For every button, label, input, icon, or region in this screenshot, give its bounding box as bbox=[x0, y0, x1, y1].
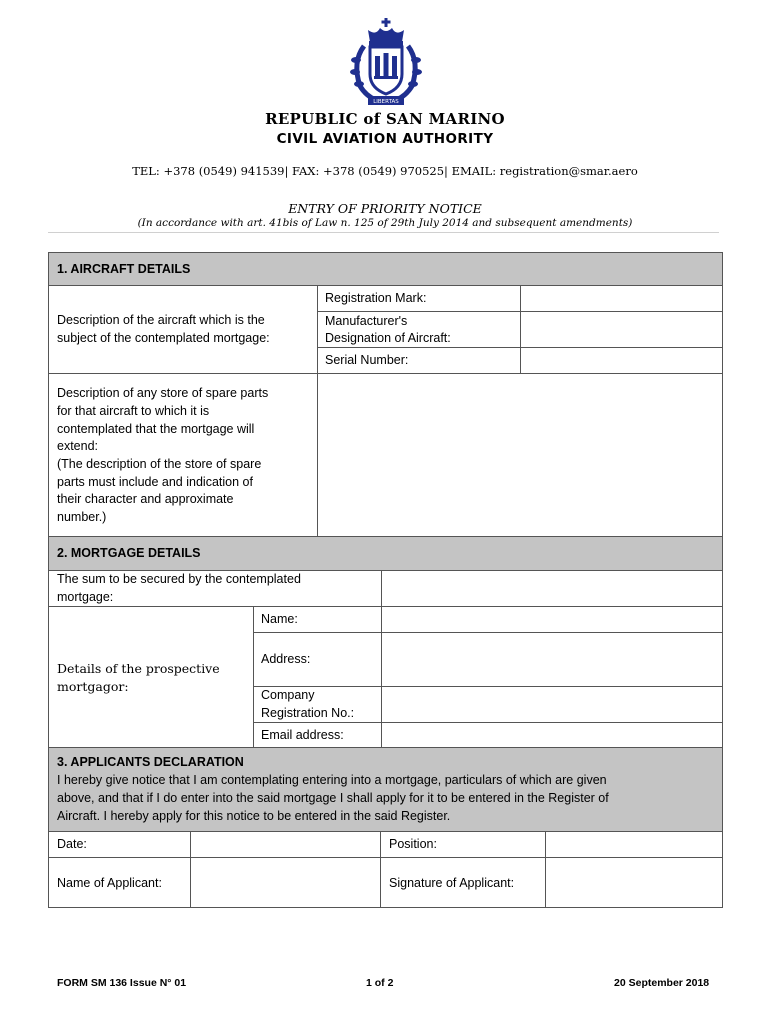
emblem-motto: LIBERTAS bbox=[373, 99, 399, 105]
section2-heading: 2. MORTGAGE DETAILS bbox=[57, 546, 201, 560]
signature-label: Signature of Applicant: bbox=[389, 876, 515, 890]
sum-secured-label-line2: mortgage: bbox=[57, 590, 114, 604]
registration-mark-label-cell bbox=[317, 285, 521, 312]
footer-date: 20 September 2018 bbox=[614, 977, 710, 989]
name-label-cell bbox=[253, 606, 382, 633]
section3-heading: 3. APPLICANTS DECLARATION bbox=[57, 755, 244, 769]
spare-parts-label-line8: number.) bbox=[57, 510, 107, 524]
manufacturer-designation-field[interactable] bbox=[520, 311, 723, 348]
mortgagor-name-field[interactable] bbox=[381, 606, 723, 633]
section1-heading-bar bbox=[48, 252, 723, 286]
signature-field[interactable] bbox=[545, 857, 723, 908]
spare-parts-label-line3: contemplated that the mortgage will bbox=[57, 422, 255, 436]
company-registration-label-line1: Company bbox=[261, 688, 315, 702]
aircraft-description-label-cell bbox=[48, 285, 318, 374]
declaration-line1: I hereby give notice that I am contemplating entering into a mortgage, particulars of which are given bbox=[57, 773, 607, 787]
name-label: Name: bbox=[261, 612, 298, 626]
sum-secured-label-line1: The sum to be secured by the contemplated bbox=[57, 572, 301, 586]
company-registration-label-line2: Registration No.: bbox=[261, 706, 355, 720]
position-field[interactable] bbox=[545, 831, 723, 858]
mortgagor-label-line1: Details of the prospective bbox=[57, 661, 220, 676]
date-label: Date: bbox=[57, 837, 87, 851]
section1-heading: 1. AIRCRAFT DETAILS bbox=[57, 262, 191, 276]
aircraft-description-label-line1: Description of the aircraft which is the bbox=[57, 313, 265, 327]
republic-title: REPUBLIC of SAN MARINO bbox=[265, 110, 505, 128]
spare-parts-label-line4: extend: bbox=[57, 439, 99, 453]
applicant-name-label: Name of Applicant: bbox=[57, 876, 162, 890]
declaration-line3: Aircraft. I hereby apply for this notice to be entered in the said Register. bbox=[57, 809, 451, 823]
spare-parts-label-line1: Description of any store of spare parts bbox=[57, 386, 269, 400]
spare-parts-label-cell bbox=[48, 373, 318, 537]
notice-subtitle: (In accordance with art. 41bis of Law n. 125 of 29th July 2014 and subsequent amendments) bbox=[137, 217, 633, 229]
authority-title: CIVIL AVIATION AUTHORITY bbox=[276, 131, 494, 147]
spare-parts-label-line2: for that aircraft to which it is bbox=[57, 404, 210, 418]
position-label-cell bbox=[380, 831, 546, 858]
company-registration-label-cell bbox=[253, 686, 382, 723]
mortgagor-email-field[interactable] bbox=[381, 722, 723, 748]
sum-secured-field[interactable] bbox=[381, 570, 723, 607]
spare-parts-label-line7: their character and approximate bbox=[57, 492, 234, 506]
san-marino-coat-of-arms-icon bbox=[346, 16, 426, 108]
registration-mark-field[interactable] bbox=[520, 285, 723, 312]
section3-heading-bar bbox=[48, 747, 723, 832]
signature-label-cell bbox=[380, 857, 546, 908]
sum-secured-label-cell bbox=[48, 570, 382, 607]
address-label: Address: bbox=[261, 652, 311, 666]
email-label-cell bbox=[253, 722, 382, 748]
date-label-cell bbox=[48, 831, 191, 858]
position-label: Position: bbox=[389, 837, 437, 851]
registration-mark-label: Registration Mark: bbox=[325, 291, 427, 305]
manufacturer-label-line1: Manufacturer's bbox=[325, 314, 408, 328]
applicant-name-field[interactable] bbox=[190, 857, 381, 908]
footer-page-number: 1 of 2 bbox=[366, 977, 394, 989]
spare-parts-label-line6: parts must include and indication of bbox=[57, 475, 253, 489]
spare-parts-label-line5: (The description of the store of spare bbox=[57, 457, 262, 471]
declaration-line2: above, and that if I do enter into the said mortgage I shall apply for it to be entered in the Register of bbox=[57, 791, 609, 805]
section2-heading-bar bbox=[48, 536, 723, 571]
mortgagor-address-field[interactable] bbox=[381, 632, 723, 687]
spare-parts-description-field[interactable] bbox=[317, 373, 723, 537]
applicant-name-label-cell bbox=[48, 857, 191, 908]
serial-number-field[interactable] bbox=[520, 347, 723, 374]
date-field[interactable] bbox=[190, 831, 381, 858]
footer-form-id: FORM SM 136 Issue N° 01 bbox=[57, 977, 187, 989]
company-registration-field[interactable] bbox=[381, 686, 723, 723]
manufacturer-label-cell bbox=[317, 311, 521, 348]
email-label: Email address: bbox=[261, 728, 344, 742]
mortgagor-label-cell bbox=[48, 606, 254, 748]
aircraft-description-label-line2: subject of the contemplated mortgage: bbox=[57, 331, 270, 345]
manufacturer-label-line2: Designation of Aircraft: bbox=[325, 331, 451, 345]
serial-number-label: Serial Number: bbox=[325, 353, 409, 367]
contact-line: TEL: +378 (0549) 941539| FAX: +378 (0549) 970525| EMAIL: registration@smar.aero bbox=[132, 164, 638, 178]
header-divider bbox=[48, 232, 719, 233]
notice-title: ENTRY OF PRIORITY NOTICE bbox=[288, 201, 482, 216]
serial-number-label-cell bbox=[317, 347, 521, 374]
mortgagor-label-line2: mortgagor: bbox=[57, 679, 129, 694]
address-label-cell bbox=[253, 632, 382, 687]
